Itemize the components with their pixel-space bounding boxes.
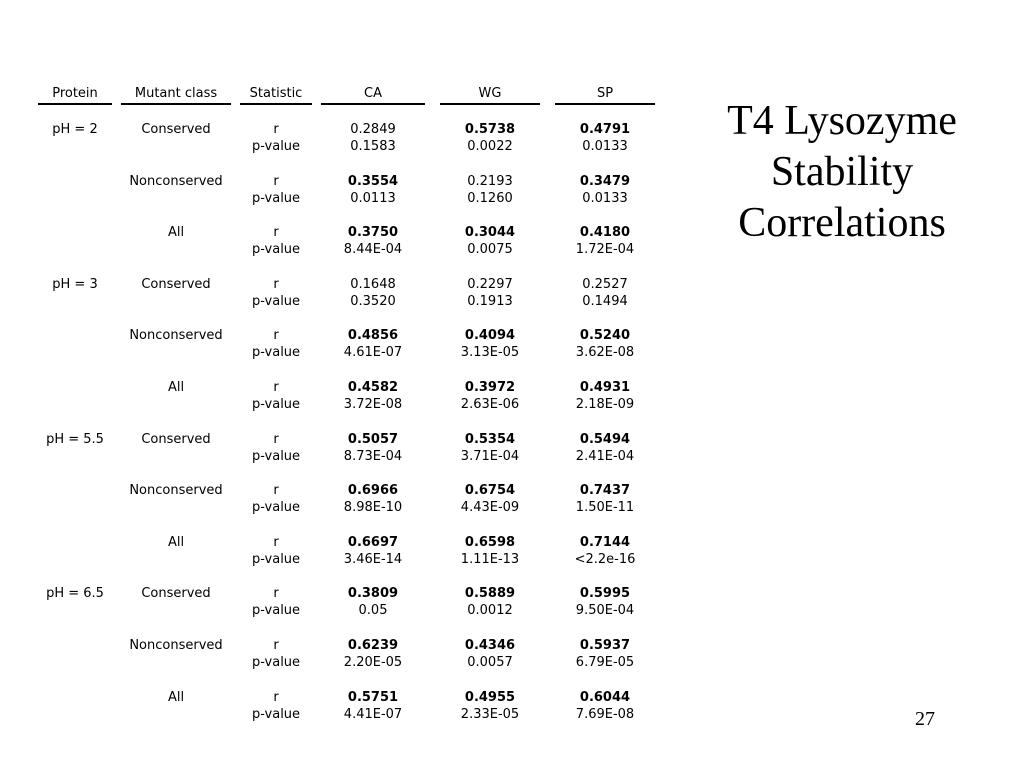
value-r-sp: 0.6044 xyxy=(579,689,631,705)
mutant-class-label: All xyxy=(167,534,185,550)
statistic-r-label: r xyxy=(273,637,279,653)
mutant-class-label: Conserved xyxy=(141,586,211,602)
value-p-sp: 1.50E-11 xyxy=(575,500,635,516)
value-p-wg: 1.11E-13 xyxy=(460,551,520,567)
statistic-r-label: r xyxy=(273,379,279,395)
title-line-2: Stability xyxy=(770,149,914,195)
value-p-wg: 2.63E-06 xyxy=(460,396,520,412)
ph-label: pH = 2 xyxy=(52,122,98,137)
statistic-r-label: r xyxy=(273,431,279,447)
value-p-wg: 2.33E-05 xyxy=(460,706,520,722)
mutant-class-label: Conserved xyxy=(141,122,211,137)
value-r-wg: 0.4346 xyxy=(464,637,516,653)
value-r-ca: 0.5751 xyxy=(347,689,399,705)
value-p-ca: 0.1583 xyxy=(350,139,396,154)
statistic-r-label: r xyxy=(273,534,279,550)
table-row-group xyxy=(0,122,700,174)
statistic-r-label: r xyxy=(273,586,279,602)
correlation-table-body xyxy=(0,122,700,741)
value-p-ca: 3.72E-08 xyxy=(343,396,403,412)
statistic-r-label: r xyxy=(273,225,279,241)
header-ca: CA xyxy=(321,86,425,105)
value-p-sp: 2.18E-09 xyxy=(575,396,635,412)
table-row-group xyxy=(0,638,700,690)
table-row-group xyxy=(0,535,700,587)
value-r-ca: 0.5057 xyxy=(347,431,399,447)
table-row-group xyxy=(0,690,700,742)
value-p-ca: 0.0113 xyxy=(350,190,396,206)
header-statistic: Statistic xyxy=(240,86,312,105)
value-r-wg: 0.3972 xyxy=(464,379,516,395)
value-p-sp: 0.1494 xyxy=(582,293,628,309)
value-p-ca: 0.05 xyxy=(358,603,388,619)
value-p-sp: 6.79E-05 xyxy=(575,654,635,670)
header-wg: WG xyxy=(440,86,540,105)
slide-title xyxy=(700,96,984,249)
value-p-sp: 9.50E-04 xyxy=(575,603,635,619)
table-row-group xyxy=(0,328,700,380)
statistic-p-label: p-value xyxy=(251,190,301,206)
mutant-class-label: All xyxy=(167,689,185,705)
value-r-sp: 0.4791 xyxy=(579,122,631,137)
statistic-p-label: p-value xyxy=(251,396,301,412)
statistic-p-label: p-value xyxy=(251,706,301,722)
value-r-sp: 0.2527 xyxy=(582,276,628,292)
value-r-wg: 0.5738 xyxy=(464,122,516,137)
table-row-group xyxy=(0,225,700,277)
mutant-class-label: All xyxy=(167,225,185,241)
mutant-class-label: Nonconserved xyxy=(129,173,223,189)
table-row-group xyxy=(0,277,700,329)
header-protein: Protein xyxy=(38,86,112,105)
value-p-wg: 0.0057 xyxy=(467,654,513,670)
value-r-wg: 0.2193 xyxy=(467,173,513,189)
value-r-wg: 0.2297 xyxy=(467,276,513,292)
value-r-ca: 0.3554 xyxy=(347,173,399,189)
statistic-r-label: r xyxy=(273,276,279,292)
value-p-ca: 0.3520 xyxy=(350,293,396,309)
value-r-ca: 0.6966 xyxy=(347,483,399,499)
value-p-ca: 3.46E-14 xyxy=(343,551,403,567)
table-row-group xyxy=(0,586,700,638)
value-p-ca: 8.73E-04 xyxy=(343,448,403,464)
title-line-1: T4 Lysozyme xyxy=(727,98,957,144)
value-p-wg: 0.0075 xyxy=(467,242,513,258)
value-r-sp: 0.7144 xyxy=(579,534,631,550)
value-p-ca: 8.98E-10 xyxy=(343,500,403,516)
value-r-wg: 0.5889 xyxy=(464,586,516,602)
title-line-3: Correlations xyxy=(738,200,946,246)
value-r-ca: 0.2849 xyxy=(350,122,396,137)
value-r-wg: 0.6754 xyxy=(464,483,516,499)
header-mutant-class: Mutant class xyxy=(121,86,231,105)
statistic-p-label: p-value xyxy=(251,293,301,309)
statistic-r-label: r xyxy=(273,689,279,705)
value-p-sp: 3.62E-08 xyxy=(575,345,635,361)
value-r-wg: 0.5354 xyxy=(464,431,516,447)
value-p-wg: 0.0022 xyxy=(467,139,513,154)
value-r-wg: 0.3044 xyxy=(464,225,516,241)
value-r-ca: 0.4856 xyxy=(347,328,399,344)
value-r-ca: 0.6239 xyxy=(347,637,399,653)
value-r-ca: 0.3809 xyxy=(347,586,399,602)
value-p-wg: 0.0012 xyxy=(467,603,513,619)
value-p-wg: 3.71E-04 xyxy=(460,448,520,464)
value-r-wg: 0.4094 xyxy=(464,328,516,344)
value-p-ca: 2.20E-05 xyxy=(343,654,403,670)
ph-label: pH = 5.5 xyxy=(46,431,104,447)
value-p-sp: <2.2e-16 xyxy=(574,551,636,567)
statistic-p-label: p-value xyxy=(251,603,301,619)
value-p-wg: 0.1913 xyxy=(467,293,513,309)
statistic-p-label: p-value xyxy=(251,551,301,567)
mutant-class-label: Nonconserved xyxy=(129,483,223,499)
value-r-sp: 0.5937 xyxy=(579,637,631,653)
table-row-group xyxy=(0,380,700,432)
value-p-sp: 1.72E-04 xyxy=(575,242,635,258)
value-p-sp: 2.41E-04 xyxy=(575,448,635,464)
mutant-class-label: Nonconserved xyxy=(129,328,223,344)
statistic-r-label: r xyxy=(273,328,279,344)
value-r-ca: 0.1648 xyxy=(350,276,396,292)
value-p-wg: 0.1260 xyxy=(467,190,513,206)
value-p-ca: 4.61E-07 xyxy=(343,345,403,361)
mutant-class-label: Conserved xyxy=(141,431,211,447)
statistic-r-label: r xyxy=(273,483,279,499)
value-r-ca: 0.6697 xyxy=(347,534,399,550)
statistic-p-label: p-value xyxy=(251,500,301,516)
value-r-ca: 0.3750 xyxy=(347,225,399,241)
statistic-p-label: p-value xyxy=(251,345,301,361)
statistic-r-label: r xyxy=(273,122,279,137)
value-r-sp: 0.4931 xyxy=(579,379,631,395)
page-number: 27 xyxy=(915,708,935,730)
table-row-group xyxy=(0,432,700,484)
statistic-p-label: p-value xyxy=(251,139,301,154)
value-r-ca: 0.4582 xyxy=(347,379,399,395)
value-p-sp: 0.0133 xyxy=(582,139,628,154)
value-r-wg: 0.6598 xyxy=(464,534,516,550)
value-r-sp: 0.5995 xyxy=(579,586,631,602)
value-p-sp: 7.69E-08 xyxy=(575,706,635,722)
header-sp: SP xyxy=(555,86,655,105)
statistic-p-label: p-value xyxy=(251,654,301,670)
value-r-sp: 0.5240 xyxy=(579,328,631,344)
value-p-ca: 8.44E-04 xyxy=(343,242,403,258)
mutant-class-label: Conserved xyxy=(141,276,211,292)
value-r-wg: 0.4955 xyxy=(464,689,516,705)
value-r-sp: 0.5494 xyxy=(579,431,631,447)
mutant-class-label: All xyxy=(167,379,185,395)
table-row-group xyxy=(0,483,700,535)
value-p-wg: 3.13E-05 xyxy=(460,345,520,361)
value-r-sp: 0.7437 xyxy=(579,483,631,499)
ph-label: pH = 3 xyxy=(52,276,98,292)
statistic-r-label: r xyxy=(273,173,279,189)
ph-label: pH = 6.5 xyxy=(46,586,104,602)
value-r-sp: 0.3479 xyxy=(579,173,631,189)
value-p-wg: 4.43E-09 xyxy=(460,500,520,516)
statistic-p-label: p-value xyxy=(251,242,301,258)
value-p-ca: 4.41E-07 xyxy=(343,706,403,722)
value-r-sp: 0.4180 xyxy=(579,225,631,241)
mutant-class-label: Nonconserved xyxy=(129,637,223,653)
table-row-group xyxy=(0,174,700,226)
value-p-sp: 0.0133 xyxy=(582,190,628,206)
statistic-p-label: p-value xyxy=(251,448,301,464)
